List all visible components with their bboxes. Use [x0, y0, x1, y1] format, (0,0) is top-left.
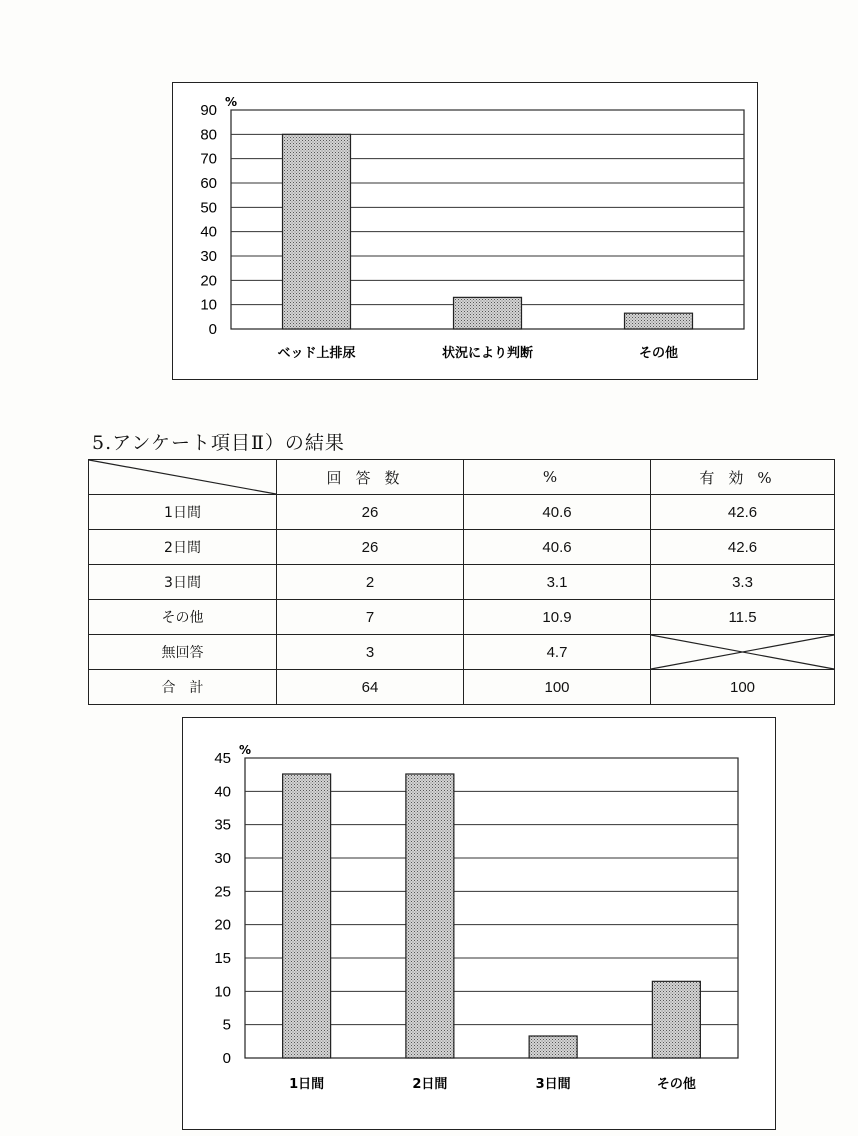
x-category-label: 1日間 — [289, 1077, 325, 1092]
y-tick-label: 5 — [222, 1016, 231, 1034]
cross-out-mark — [651, 635, 834, 669]
percent-cell: 40.6 — [464, 530, 651, 565]
valid-percent-cell: 11.5 — [651, 600, 835, 635]
y-tick-label: 10 — [214, 983, 231, 1001]
percent-cell: 100 — [464, 670, 651, 705]
percent-cell: 10.9 — [464, 600, 651, 635]
bar — [625, 313, 693, 329]
y-tick-label: 30 — [214, 850, 231, 867]
count-cell: 3 — [277, 635, 464, 670]
table-header-cell: 回答数 — [277, 460, 464, 495]
x-category-label: 3日間 — [535, 1077, 571, 1092]
y-tick-label: 90 — [200, 102, 217, 119]
table-row-total — [89, 670, 835, 705]
count-cell: 26 — [277, 495, 464, 530]
count-cell: 26 — [277, 530, 464, 565]
valid-percent-cell: 3.3 — [651, 565, 835, 600]
y-tick-label: 40 — [214, 783, 231, 801]
y-tick-label: 0 — [208, 321, 217, 338]
percent-cell: 4.7 — [464, 635, 651, 670]
percent-cell: 3.1 — [464, 565, 651, 600]
table-corner-cell — [89, 460, 277, 495]
chart-2 — [182, 717, 776, 1130]
y-tick-label: 20 — [200, 272, 217, 290]
row-label: 1日間 — [89, 495, 277, 530]
section-heading: 5.アンケート項目Ⅱ）の結果 — [92, 432, 345, 454]
bar — [283, 774, 331, 1058]
table-row — [89, 635, 835, 670]
y-tick-label: 80 — [200, 126, 217, 144]
y-tick-label: 35 — [214, 816, 231, 834]
chart-1-plot — [173, 83, 757, 379]
y-unit-label: % — [225, 95, 238, 109]
count-cell: 2 — [277, 565, 464, 600]
table-header-row — [89, 460, 835, 495]
x-category-label: その他 — [656, 1077, 696, 1092]
table-row — [89, 530, 835, 565]
y-tick-label: 15 — [214, 950, 231, 967]
table-header-cell: 有効% — [651, 460, 835, 495]
x-category-label: その他 — [638, 346, 679, 361]
y-tick-label: 45 — [214, 750, 231, 767]
count-cell: 7 — [277, 600, 464, 635]
row-label: 無回答 — [89, 635, 277, 670]
table-row — [89, 495, 835, 530]
x-category-label: 状況により判断 — [441, 346, 534, 361]
bar — [454, 297, 522, 329]
table-row — [89, 600, 835, 635]
result-table — [88, 459, 835, 705]
row-label: 3日間 — [89, 565, 277, 600]
y-tick-label: 25 — [214, 883, 231, 901]
y-tick-label: 30 — [200, 248, 217, 265]
y-unit-label: % — [239, 743, 252, 757]
y-tick-label: 70 — [200, 150, 217, 168]
valid-percent-cell: 42.6 — [651, 530, 835, 565]
table-header-cell: % — [464, 460, 651, 495]
y-tick-label: 0 — [222, 1050, 231, 1067]
percent-cell: 40.6 — [464, 495, 651, 530]
row-label: 2日間 — [89, 530, 277, 565]
bar — [652, 981, 700, 1058]
y-tick-label: 10 — [200, 296, 217, 314]
x-category-label: ベッド上排尿 — [277, 346, 356, 361]
row-label: 合 計 — [89, 670, 277, 705]
row-label: その他 — [89, 600, 277, 635]
chart-1 — [172, 82, 758, 380]
valid-percent-cell-crossed — [651, 635, 835, 670]
y-tick-label: 40 — [200, 223, 217, 241]
bar — [406, 774, 454, 1058]
count-cell: 64 — [277, 670, 464, 705]
bar — [283, 134, 351, 329]
x-category-label: 2日間 — [412, 1077, 448, 1092]
bar — [529, 1036, 577, 1058]
y-tick-label: 50 — [200, 199, 217, 217]
y-tick-label: 20 — [214, 916, 231, 934]
corner-diagonal — [89, 460, 276, 494]
valid-percent-cell: 100 — [651, 670, 835, 705]
valid-percent-cell: 42.6 — [651, 495, 835, 530]
y-tick-label: 60 — [200, 175, 217, 192]
table-row — [89, 565, 835, 600]
chart-2-plot — [183, 718, 775, 1129]
